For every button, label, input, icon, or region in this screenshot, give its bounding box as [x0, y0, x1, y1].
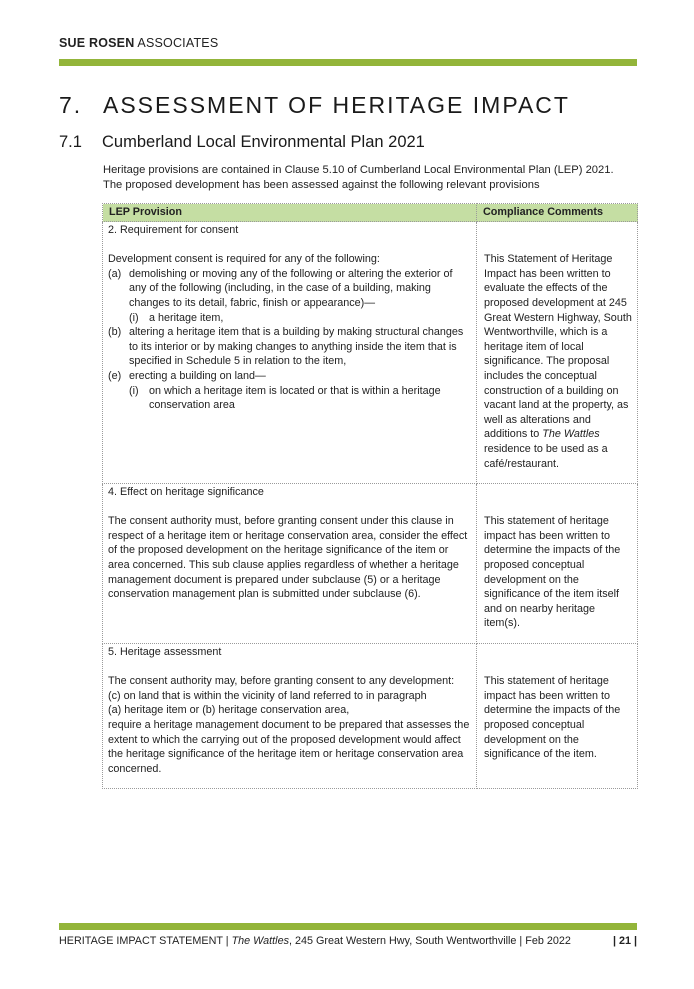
page-number: | 21 |	[612, 935, 637, 947]
compliance-comment	[484, 252, 632, 471]
provision-line: (a) heritage item or (b) heritage conservation area,	[108, 704, 350, 717]
comment-italic: The Wattles	[542, 428, 600, 441]
header-rule	[59, 59, 637, 66]
footer-italic: The Wattles	[231, 935, 289, 947]
list-item	[108, 267, 471, 311]
lep-provisions-table	[102, 203, 638, 789]
compliance-comment: This statement of heritage impact has been written to determine the impacts of the proposed conceptual development on the significance of the item.	[484, 675, 621, 761]
footer-label: HERITAGE IMPACT STATEMENT |	[59, 935, 232, 947]
comment-text: This Statement of Heritage Impact has been written to evaluate the effects of the proposed development at 245 Great Western Highway, South Wentworthville, which is a heritage item of local significance. The proposal includes the conceptual construction of a building on vacant land at the property, as well as alterations and additions to	[484, 253, 632, 441]
company-name	[59, 36, 218, 50]
compliance-comment: This statement of heritage impact has been written to determine the impacts of the proposed conceptual development on the significance of the item itself and on nearby heritage item(s).	[484, 515, 621, 630]
comment-cell	[477, 644, 638, 789]
list-text: altering a heritage item that is a building by making structural changes to its interior or by making changes to anything inside the item that is specified in Schedule 5 in relation to the item,	[129, 326, 464, 368]
list-marker: (b)	[108, 326, 122, 339]
header-compliance-comments: Compliance Comments	[477, 204, 638, 222]
company-name-rest: ASSOCIATES	[134, 36, 219, 50]
list-item	[108, 369, 471, 384]
list-marker: (i)	[129, 384, 139, 397]
subsection-title	[59, 133, 425, 152]
section-title	[59, 92, 570, 119]
list-item	[108, 384, 471, 413]
subsection-title-text: Cumberland Local Environmental Plan 2021	[102, 133, 425, 151]
list-item	[108, 325, 471, 369]
table-row	[103, 644, 638, 789]
list-marker: (a)	[108, 267, 122, 280]
list-text: on which a heritage item is located or that is within a heritage conservation area	[149, 384, 441, 412]
provision-line: (c) on land that is within the vicinity of land referred to in paragraph	[108, 689, 427, 702]
intro-paragraph: Heritage provisions are contained in Clause 5.10 of Cumberland Local Environmental Plan (LEP) 2021. The proposed development has been assessed against the following relevant provisions	[103, 164, 614, 191]
provision-body: The consent authority must, before granting consent under this clause in respect of a heritage item or heritage conservation area, consider the effect of the proposed development on the heritage significance of the item or area concerned. This sub clause applies regardless of whether a heritage management document is prepared under subclause (5) or a heritage conservation management plan is submitted under subclause (6).	[108, 515, 468, 601]
provision-line: require a heritage management document to be prepared that assesses the extent to which the carrying out of the proposed development would affect the heritage significance of the heritage item or heritage conservation area concerned.	[108, 719, 470, 775]
page-footer	[59, 935, 637, 947]
company-name-bold: SUE ROSEN	[59, 36, 135, 50]
section-title-text: ASSESSMENT OF HERITAGE IMPACT	[103, 92, 570, 118]
footer-text: , 245 Great Western Hwy, South Wentworthville | Feb 2022	[288, 935, 571, 947]
list-text: a heritage item,	[149, 311, 224, 324]
list-marker: (e)	[108, 369, 122, 382]
provision-heading: 4. Effect on heritage significance	[108, 486, 264, 499]
table-header-row	[103, 204, 638, 222]
list-item	[108, 311, 471, 326]
comment-text-end: residence to be used as a café/restaurant.	[484, 442, 608, 470]
list-text: erecting a building on land—	[129, 369, 266, 382]
provision-cell	[103, 644, 477, 789]
section-number: 7.	[59, 92, 83, 118]
footer-rule	[59, 923, 637, 930]
table-row	[103, 222, 638, 484]
provision-cell	[103, 222, 477, 484]
list-text: demolishing or moving any of the following or altering the exterior of any of the following (including, in the case of a building, making changes to its detail, fabric, finish or appearance)—	[129, 267, 453, 309]
list-marker: (i)	[129, 311, 139, 324]
provision-heading: 5. Heritage assessment	[108, 646, 222, 659]
subsection-number: 7.1	[59, 133, 82, 151]
provision-lead: Development consent is required for any of the following:	[108, 253, 380, 266]
provision-cell	[103, 484, 477, 644]
comment-cell	[477, 222, 638, 484]
provision-line: The consent authority may, before granting consent to any development:	[108, 675, 455, 688]
comment-cell	[477, 484, 638, 644]
provision-heading: 2. Requirement for consent	[108, 224, 239, 236]
table-row	[103, 484, 638, 644]
header-lep-provision: LEP Provision	[103, 204, 477, 222]
